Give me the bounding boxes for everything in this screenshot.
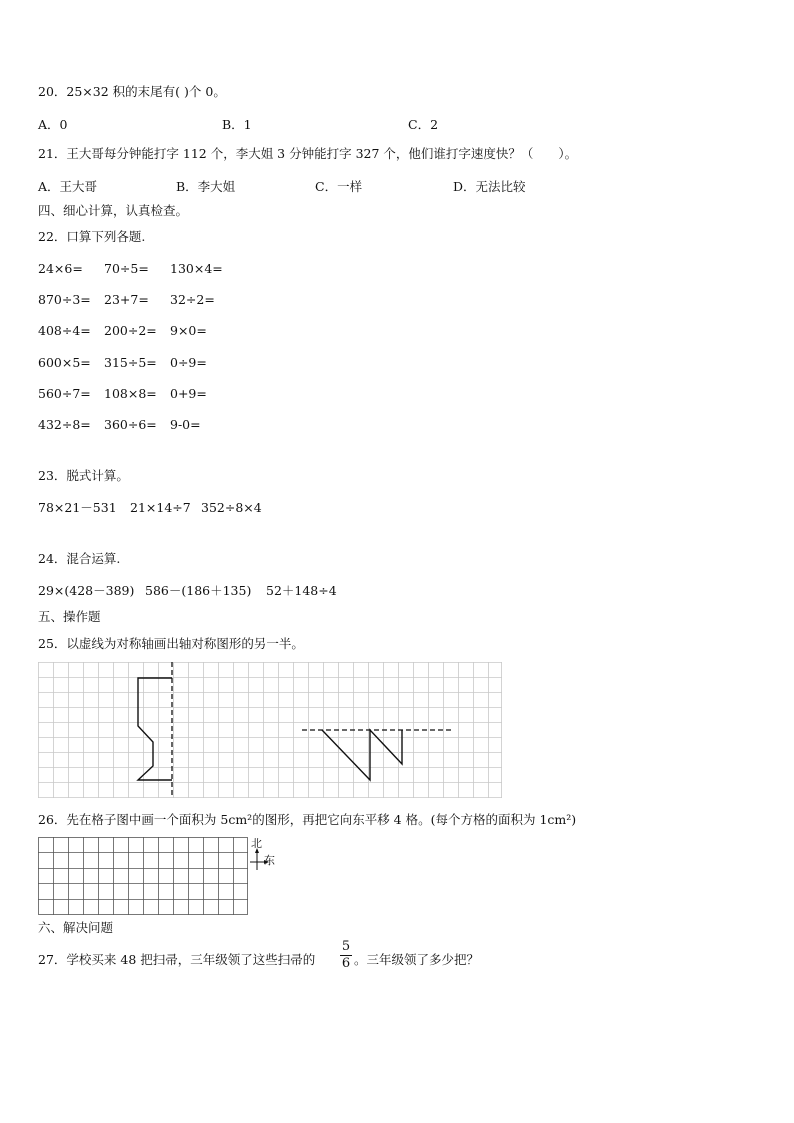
q21-option-d[interactable]: D．无法比较 (453, 179, 526, 194)
calc-item: 9-0= (170, 417, 201, 432)
calc-item: 0÷9= (170, 355, 207, 370)
calc-item: 600×5= (38, 355, 91, 370)
fraction-numerator: 5 (341, 939, 351, 954)
fraction (340, 940, 352, 971)
translation-grid[interactable] (38, 837, 248, 915)
question-27-suffix: 。三年级领了多少把？ (354, 952, 480, 967)
q21-option-c[interactable]: C．一样 (315, 179, 363, 194)
question-25: 25．以虚线为对称轴画出轴对称图形的另一半。 (38, 636, 304, 651)
fraction-denominator: 6 (341, 956, 351, 971)
q21-option-a[interactable]: A．王大哥 (38, 179, 98, 194)
compass-east-label: 东 (264, 854, 275, 867)
q21-option-b[interactable]: B．李大姐 (176, 179, 236, 194)
question-20: 20．25×32 积的末尾有( )个 0。 (38, 84, 226, 99)
calc-item: 870÷3= (38, 292, 91, 307)
q20-option-a[interactable]: A．0 (38, 117, 68, 132)
calc-item: 70÷5= (104, 261, 149, 276)
section-6-heading: 六、解决问题 (38, 920, 114, 935)
calc-item: 108×8= (104, 386, 157, 401)
mixed-op-item: 29×(428－389) (38, 583, 135, 598)
question-22: 22．口算下列各题. (38, 229, 146, 244)
q20-option-c[interactable]: C．2 (408, 117, 439, 132)
stepwise-item: 78×21－531 (38, 500, 117, 515)
calc-item: 24×6= (38, 261, 83, 276)
symmetry-grid[interactable] (38, 662, 502, 798)
calc-item: 408÷4= (38, 323, 91, 338)
section-5-heading: 五、操作题 (38, 609, 101, 624)
stepwise-item: 352÷8×4 (201, 500, 262, 515)
calc-item: 130×4= (170, 261, 223, 276)
question-27-prefix: 27．学校买来 48 把扫帚，三年级领了这些扫帚的 (38, 952, 316, 967)
q20-option-b[interactable]: B．1 (222, 117, 252, 132)
calc-item: 32÷2= (170, 292, 215, 307)
question-26: 26．先在格子图中画一个面积为 5cm²的图形，再把它向东平移 4 格。(每个方格的面积为 1cm²) (38, 812, 577, 827)
calc-item: 9×0= (170, 323, 207, 338)
compass-north-label: 北 (251, 837, 262, 850)
calc-item: 432÷8= (38, 417, 91, 432)
question-23: 23．脱式计算。 (38, 468, 129, 483)
calc-item: 360÷6= (104, 417, 157, 432)
section-4-heading: 四、细心计算，认真检查。 (38, 203, 189, 218)
calc-item: 200÷2= (104, 323, 157, 338)
calc-item: 0+9= (170, 386, 207, 401)
question-21: 21．王大哥每分钟能打字 112 个，李大姐 3 分钟能打字 327 个，他们谁打字速度快？（ ）。 (38, 146, 578, 161)
stepwise-item: 21×14÷7 (130, 500, 191, 515)
question-24: 24．混合运算. (38, 551, 121, 566)
calc-item: 560÷7= (38, 386, 91, 401)
calc-item: 315÷5= (104, 355, 157, 370)
mixed-op-item: 586－(186＋135) (145, 583, 252, 598)
mixed-op-item: 52＋148÷4 (266, 583, 337, 598)
calc-item: 23+7= (104, 292, 149, 307)
